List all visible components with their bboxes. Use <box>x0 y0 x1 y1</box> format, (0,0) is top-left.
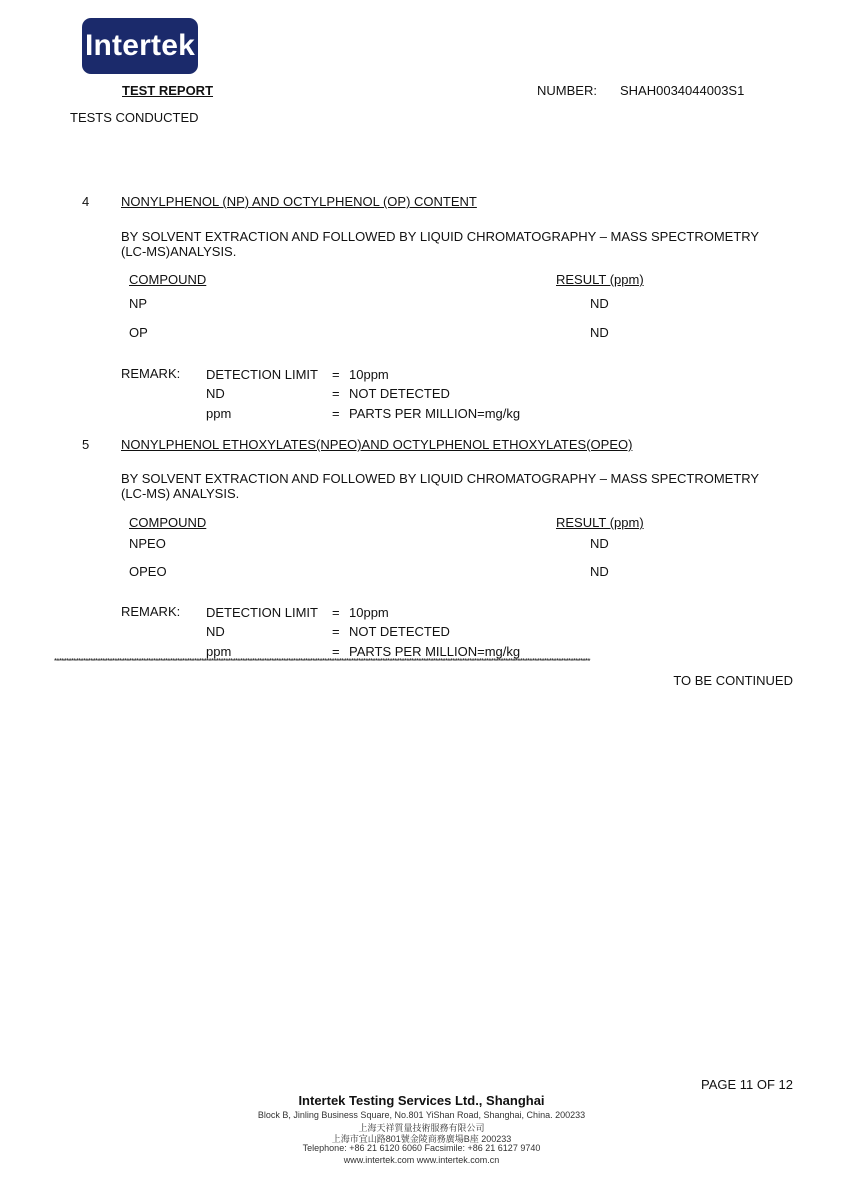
compound-name: NPEO <box>129 536 166 551</box>
section-title: NONYLPHENOL ETHOXYLATES(NPEO)AND OCTYLPHENOL ETHOXYLATES(OPEO) <box>121 437 633 452</box>
remark-label: REMARK: <box>121 366 181 381</box>
remark-equals: = <box>332 386 340 401</box>
result-header: RESULT (ppm) <box>556 515 644 530</box>
compound-result: ND <box>590 325 609 340</box>
logo-text: Intertek <box>85 29 195 62</box>
footer-phone: Telephone: +86 21 6120 6060 Facsimile: +86 21 6127 9740 <box>302 1143 541 1153</box>
remark-equals: = <box>332 644 340 659</box>
remark-key: ND <box>206 624 225 639</box>
footer-company: Intertek Testing Services Ltd., Shanghai <box>298 1093 545 1108</box>
to-be-continued: TO BE CONTINUED <box>673 673 793 688</box>
result-header: RESULT (ppm) <box>556 272 644 287</box>
remark-key: DETECTION LIMIT <box>206 605 318 620</box>
star-separator: ****************************************************************************************************************************************************************************************************************************** <box>54 657 590 666</box>
remark-equals: = <box>332 624 340 639</box>
remark-value: NOT DETECTED <box>349 386 450 401</box>
section-number: 5 <box>82 437 90 452</box>
tests-conducted-heading: TESTS CONDUCTED <box>70 110 199 125</box>
footer-address-cn: 上海市宜山路801號金陵商務廣場B座 200233 <box>331 1134 512 1144</box>
page-number: PAGE 11 OF 12 <box>700 1077 793 1092</box>
remark-value: 10ppm <box>349 605 389 620</box>
intertek-logo <box>82 18 198 74</box>
compound-header: COMPOUND <box>129 272 207 287</box>
remark-key: DETECTION LIMIT <box>206 367 318 382</box>
footer-address-en: Block B, Jinling Business Square, No.801 YiShan Road, Shanghai, China. 200233 <box>257 1110 586 1120</box>
remark-key: ppm <box>206 406 232 421</box>
footer-company-cn: 上海天祥質量技術服務有限公司 <box>358 1123 485 1133</box>
remark-value: NOT DETECTED <box>349 624 450 639</box>
compound-name: NP <box>129 296 148 311</box>
compound-name: OP <box>129 325 148 340</box>
compound-header: COMPOUND <box>129 515 207 530</box>
remark-value: PARTS PER MILLION=mg/kg <box>349 406 521 421</box>
remark-equals: = <box>332 367 340 382</box>
compound-result: ND <box>590 564 609 579</box>
number-label: NUMBER: <box>537 83 597 98</box>
remark-value: PARTS PER MILLION=mg/kg <box>349 644 521 659</box>
method-description: BY SOLVENT EXTRACTION AND FOLLOWED BY LIQUID CHROMATOGRAPHY – MASS SPECTROMETRY (LC-MS) ANALYSIS. <box>121 471 759 501</box>
report-number: SHAH0034044003S1 <box>620 83 745 98</box>
method-description: BY SOLVENT EXTRACTION AND FOLLOWED BY LIQUID CHROMATOGRAPHY – MASS SPECTROMETRY (LC-MS)ANALYSIS. <box>121 229 759 259</box>
compound-result: ND <box>590 536 609 551</box>
remark-key: ppm <box>206 644 232 659</box>
remark-equals: = <box>332 605 340 620</box>
section-number: 4 <box>82 194 90 209</box>
footer-websites: www.intertek.com www.intertek.com.cn <box>343 1155 500 1165</box>
remark-key: ND <box>206 386 225 401</box>
compound-name: OPEO <box>129 564 167 579</box>
compound-result: ND <box>590 296 609 311</box>
report-title: TEST REPORT <box>122 83 214 98</box>
remark-equals: = <box>332 406 340 421</box>
remark-value: 10ppm <box>349 367 389 382</box>
section-title: NONYLPHENOL (NP) AND OCTYLPHENOL (OP) CONTENT <box>121 194 477 209</box>
remark-label: REMARK: <box>121 604 181 619</box>
